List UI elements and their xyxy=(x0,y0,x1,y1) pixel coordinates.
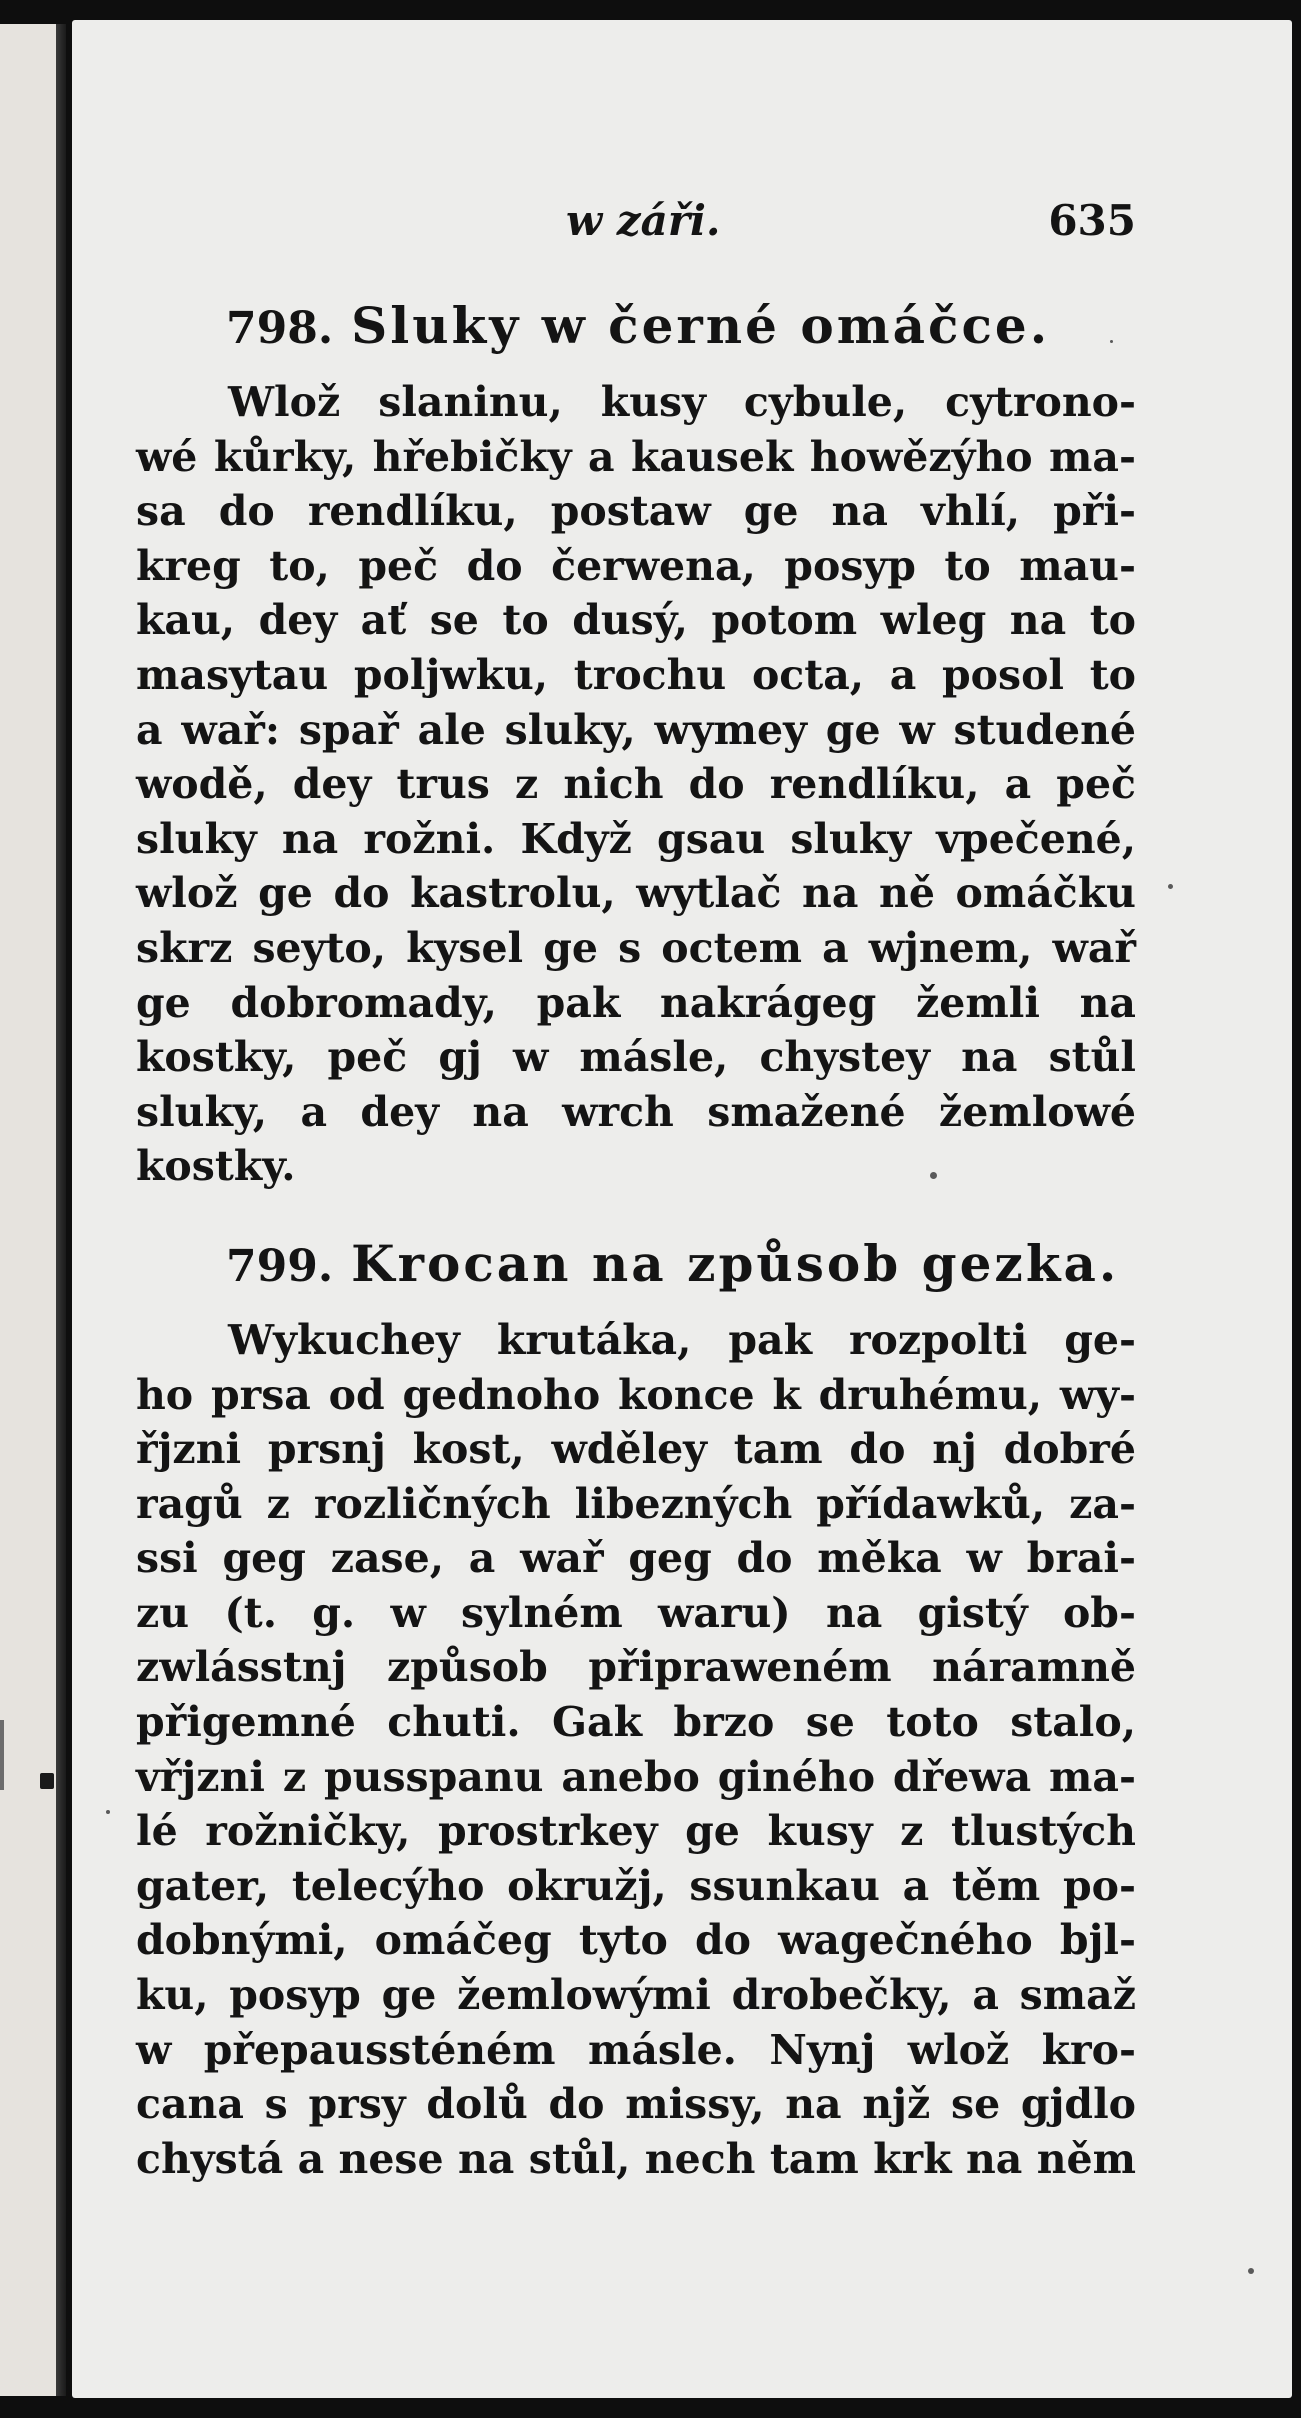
text-line: chystá a nese na stůl, nech tam krk na něm xyxy=(136,2134,1136,2183)
text-line: lé rožničky, prostrkey ge kusy z tlustých xyxy=(136,1807,1136,1856)
text-line: řjzni prsnj kost, wděley tam do nj dobré xyxy=(136,1425,1136,1474)
recipe-number: 798. xyxy=(226,303,334,354)
text-line: kreg to, peč do čerwena, posyp to mau- xyxy=(136,541,1136,590)
running-head: w záři. xyxy=(566,196,721,245)
adjacent-page-edge xyxy=(0,24,56,2396)
text-line: gater, telecýho okružj, ssunkau a těm po- xyxy=(136,1861,1136,1910)
text-line: masytau poljwku, trochu octa, a posol to xyxy=(136,650,1136,699)
page-number: 635 xyxy=(1048,196,1136,245)
text-line: zwlásstnj způsob připraweném náramně xyxy=(136,1643,1136,1692)
text-line: wodě, dey trus z nich do rendlíku, a peč xyxy=(136,760,1136,809)
text-line: cana s prsy dolů do missy, na njž se gjdlo xyxy=(136,2080,1136,2129)
scan-speck xyxy=(106,1810,110,1814)
text-line: dobnými, omáčeg tyto do wagečného bjl- xyxy=(136,1916,1136,1965)
text-line: ho prsa od gednoho konce k druhému, wy- xyxy=(136,1370,1136,1419)
margin-mark xyxy=(40,1773,54,1789)
text-line: ku, posyp ge žemlowými drobečky, a smaž xyxy=(136,1971,1136,2020)
recipe-title xyxy=(136,296,1136,359)
text-line: skrz seyto, kysel ge s octem a wjnem, wař xyxy=(136,923,1136,972)
text-line: sa do rendlíku, postaw ge na vhlí, při- xyxy=(136,487,1136,536)
recipe-title-text: Sluky w černé omáčce. xyxy=(351,296,1051,355)
text-line: kostky. xyxy=(136,1142,296,1191)
text-line: sluky, a dey na wrch smažené žemlowé xyxy=(136,1087,1136,1136)
text-line: w přepaussténém másle. Nynj wlož kro- xyxy=(136,2025,1136,2074)
recipe-title-text: Krocan na způsob gezka. xyxy=(351,1233,1120,1293)
text-line: a wař: spař ale sluky, wymey ge w studené xyxy=(136,705,1136,754)
margin-mark xyxy=(0,1720,4,1790)
text-line: wé kůrky, hřebičky a kausek howězýho ma- xyxy=(136,432,1136,481)
text-line: kau, dey ať se to dusý, potom wleg na to xyxy=(136,596,1136,645)
scan-speck xyxy=(1168,884,1173,889)
recipe-body xyxy=(136,375,1136,1194)
text-line: přigemné chuti. Gak brzo se toto stalo, xyxy=(136,1698,1136,1747)
text-line: wlož ge do kastrolu, wytlač na ně omáčku xyxy=(136,869,1136,918)
text-line: ssi geg zase, a wař geg do měka w brai- xyxy=(136,1534,1136,1583)
recipe-title xyxy=(136,1234,1136,1297)
book-gutter xyxy=(56,24,66,2396)
text-line: vřjzni z pusspanu anebo giného dřewa ma- xyxy=(136,1752,1136,1801)
scan-speck xyxy=(1248,2268,1254,2274)
text-line: Wykuchey krutáka, pak rozpolti ge- xyxy=(228,1315,1136,1364)
text-line: sluky na rožni. Když gsau sluky vpečené, xyxy=(136,814,1136,863)
page-header xyxy=(136,196,1136,256)
text-line: ge dobromady, pak nakrágeg žemli na xyxy=(136,978,1136,1027)
recipe-number: 799. xyxy=(226,1240,334,1292)
page-text xyxy=(136,196,1136,2186)
text-line: ragů z rozličných libezných přídawků, za- xyxy=(136,1479,1136,1528)
text-line: kostky, peč gj w másle, chystey na stůl xyxy=(136,1033,1136,1082)
text-line: Wlož slaninu, kusy cybule, cytrono- xyxy=(228,378,1136,426)
text-line: zu (t. g. w sylném waru) na gistý ob- xyxy=(136,1588,1136,1637)
recipe-body xyxy=(136,1313,1136,2187)
